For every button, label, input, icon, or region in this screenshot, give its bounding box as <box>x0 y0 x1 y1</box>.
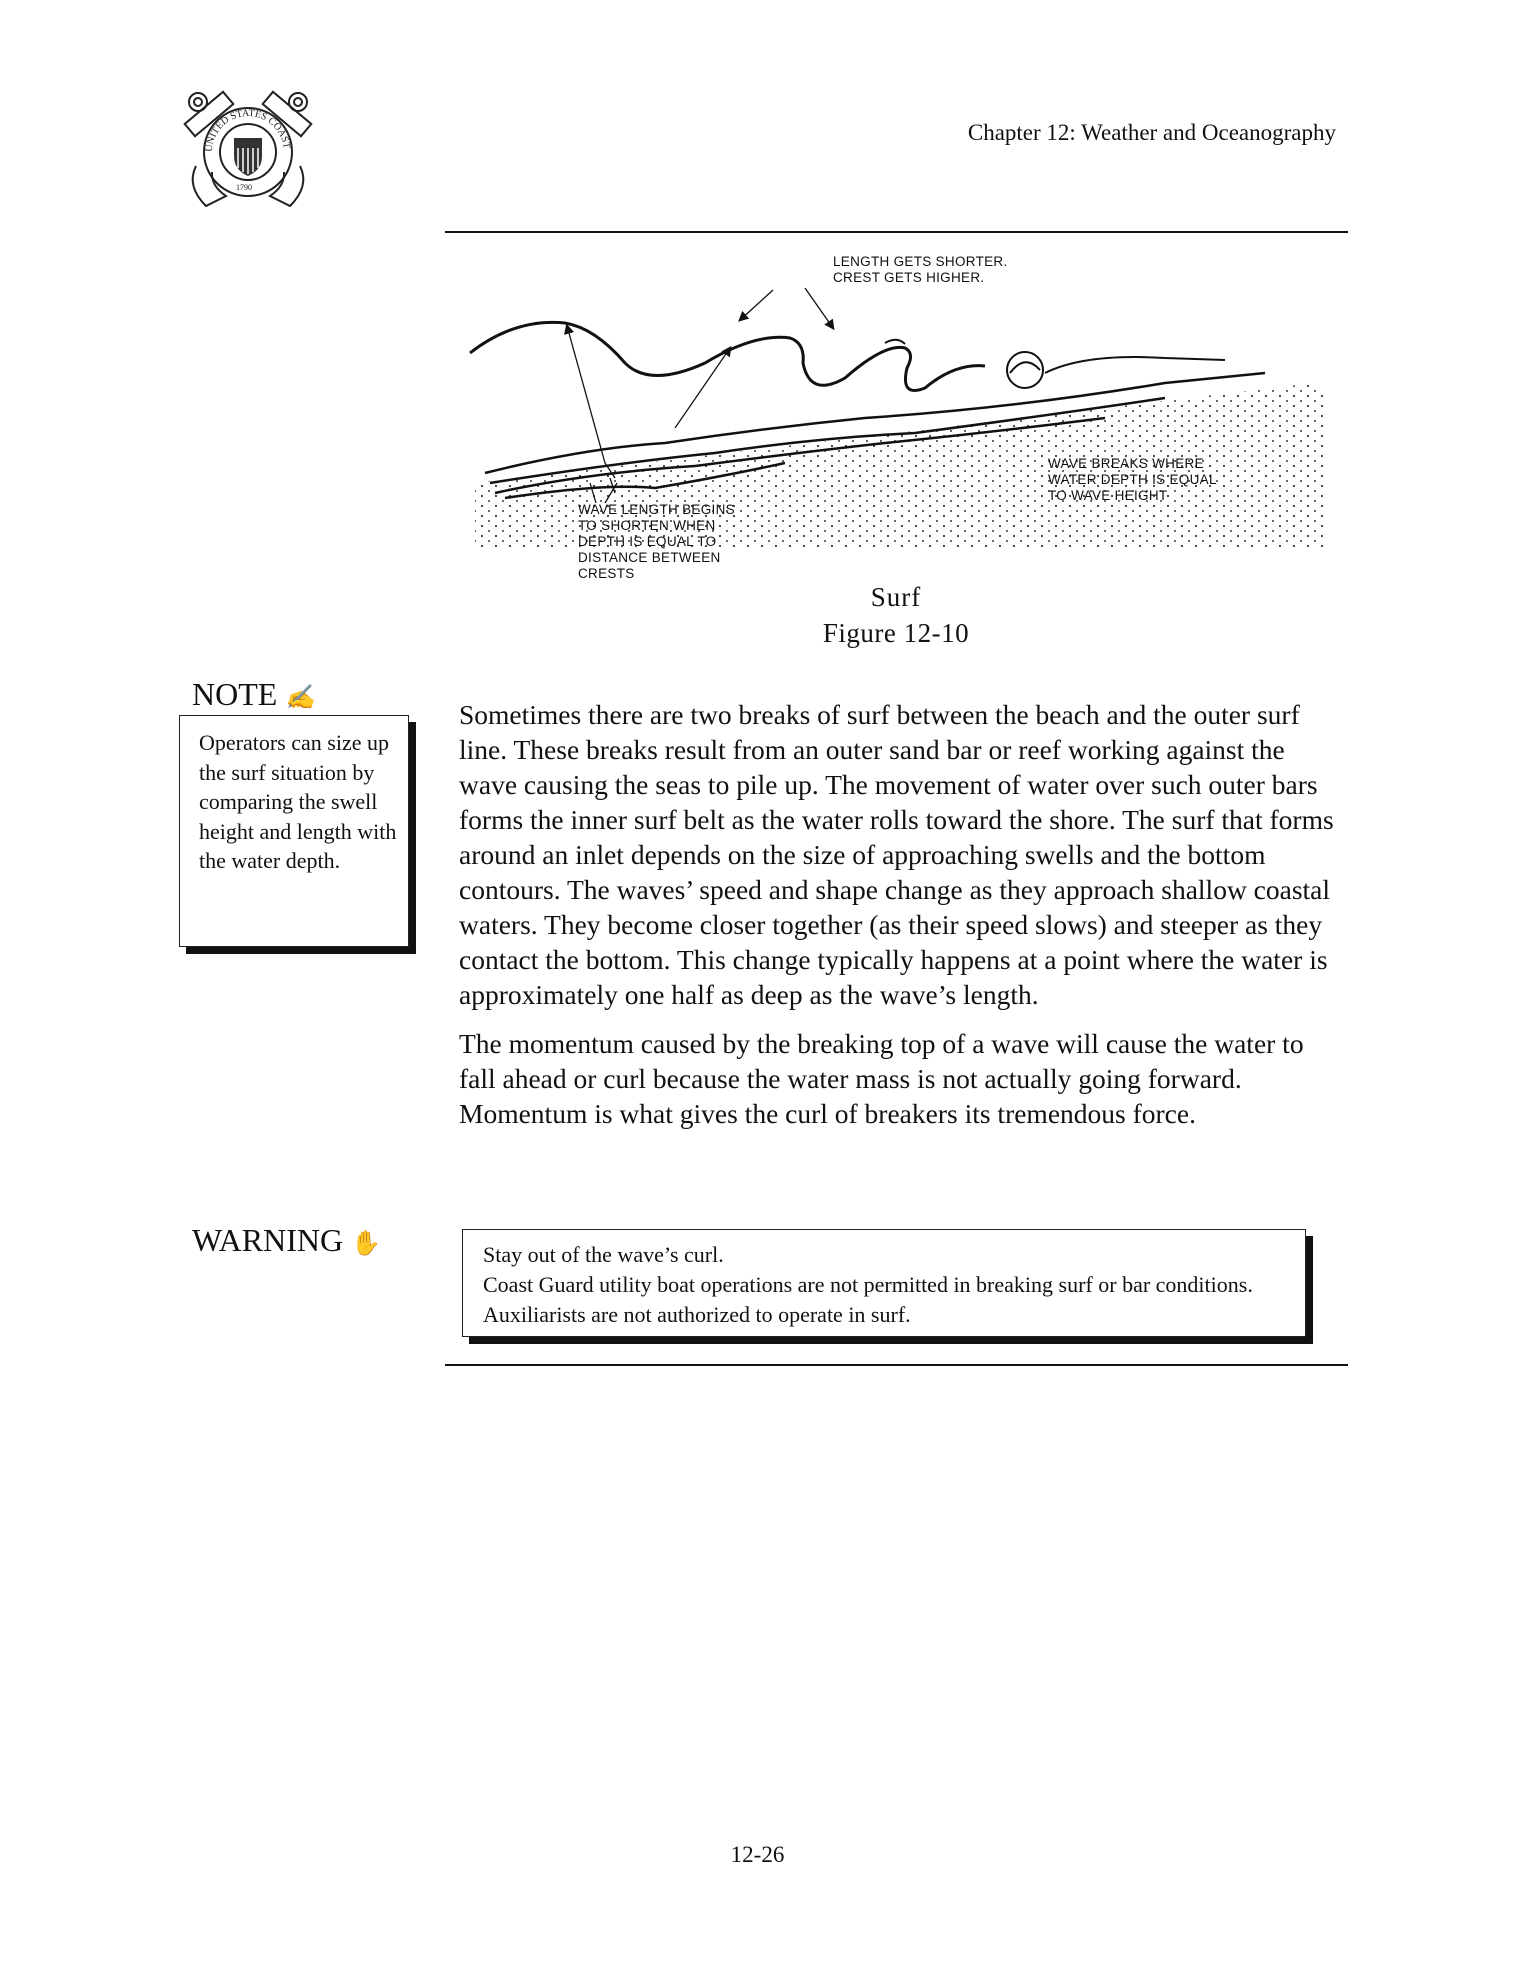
figure-label-left: WAVE LENGTH BEGINS TO SHORTEN WHEN DEPTH IS EQUAL TO DISTANCE BETWEEN CRESTS <box>578 502 735 581</box>
note-box: Operators can size up the surf situation by comparing the swell height and length with the water depth. <box>179 715 409 947</box>
figure-label-right: WAVE BREAKS WHERE WATER DEPTH IS EQUAL TO WAVE HEIGHT <box>1048 456 1217 503</box>
hand-icon: ✋ <box>351 1231 381 1257</box>
chapter-header: Chapter 12: Weather and Oceanography <box>967 120 1336 145</box>
svg-text:1790: 1790 <box>236 183 252 192</box>
note-title: NOTE <box>192 676 278 712</box>
svg-text:UNITED STATES COAST GUARD: UNITED STATES COAST <box>203 107 292 153</box>
note-heading <box>192 676 315 713</box>
paragraph: The momentum caused by the breaking top of a wave will cause the water to fall ahead or curl because the water mass is not actually going forward. Momentum is what gives the curl of breakers its tremendous force. <box>459 1028 1304 1129</box>
bottom-rule <box>445 1364 1348 1366</box>
coast-guard-seal-logo <box>176 86 320 218</box>
warning-heading <box>192 1222 381 1259</box>
top-rule <box>445 231 1348 233</box>
warning-line: Coast Guard utility boat operations are not permitted in breaking surf or bar conditions. Auxiliarists are not authorized to operate in surf. <box>483 1272 1253 1327</box>
figure-title: Surf <box>870 582 922 612</box>
surf-figure <box>465 248 1325 588</box>
figure-number: Figure 12-10 <box>822 618 970 648</box>
warning-line: Stay out of the wave’s curl. <box>483 1242 724 1267</box>
body-text <box>459 697 1339 1145</box>
paragraph: Sometimes there are two breaks of surf between the beach and the outer surf line. These breaks result from an outer sand bar or reef working against the wave causing the seas to pile up. The movement of water over such outer bars forms the inner surf belt as the water rolls toward the shore. The surf that forms around an inlet depends on the size of approaching swells and the bottom contours. The waves’ speed and shape change as they approach shallow coastal waters. They become closer together (as their speed slows) and steeper as they contact the bottom. This change typically happens at a point where the water is approximately one half as deep as the wave’s length. <box>459 699 1334 1010</box>
page-number: 12-26 <box>730 1842 785 1867</box>
warning-title: WARNING <box>192 1222 344 1258</box>
warning-box <box>462 1229 1306 1337</box>
figure-label-top: LENGTH GETS SHORTER. CREST GETS HIGHER. <box>833 254 1008 285</box>
pen-icon: ✍ <box>285 685 316 711</box>
